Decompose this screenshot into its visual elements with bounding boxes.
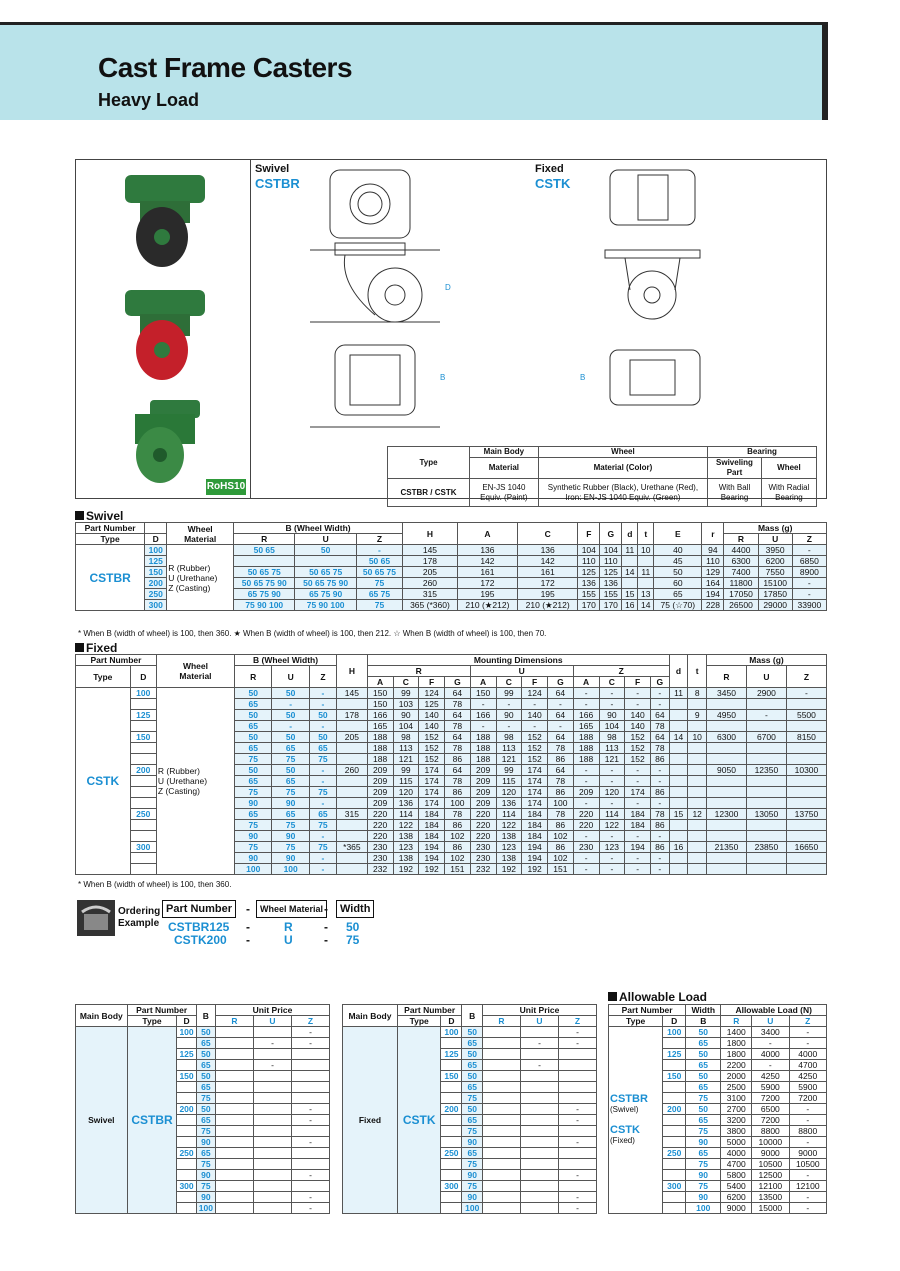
- table-row: Swivel CSTBR 100 50 -: [76, 1027, 330, 1038]
- table-row: CSTBR (Swivel) CSTK (Fixed) 100 50 1400 3400 -: [609, 1027, 827, 1038]
- table-row: 90 -: [76, 1170, 330, 1181]
- ordering-dash-1: -: [246, 902, 250, 916]
- swivel-drawing: [290, 165, 490, 445]
- ordering-r1-width: 50: [346, 920, 360, 934]
- table-row: 90 -: [76, 1192, 330, 1203]
- rohs-badge: RoHS10: [206, 479, 246, 495]
- table-row: 75 4700 10500 10500: [609, 1159, 827, 1170]
- page-subtitle: Heavy Load: [98, 90, 200, 110]
- table-row: 90 -: [343, 1170, 597, 1181]
- table-row: 200 50 -: [343, 1104, 597, 1115]
- table-row: 65: [76, 1082, 330, 1093]
- banner-edge: [822, 25, 828, 120]
- ordering-r1-dash2: -: [324, 920, 328, 934]
- table-row: 250 65: [343, 1148, 597, 1159]
- table-row: 75: [343, 1126, 597, 1137]
- table-row: 75: [76, 1159, 330, 1170]
- table-row: 65 65 65 188 113 152 78 188 113 152 78 188 113 152 78: [76, 743, 827, 754]
- table-row: 200 50 50 - 260 209 99 174 64 209 99 174 64 - - - - 9050 12350 10300: [76, 765, 827, 776]
- svg-text:B: B: [440, 373, 446, 382]
- ordering-r2-dash1: -: [246, 933, 250, 947]
- table-row: 300 75: [343, 1181, 597, 1192]
- table-row: 125 50: [343, 1049, 597, 1060]
- table-row: 250 65: [76, 1148, 330, 1159]
- table-row: 75 75 75 188 121 152 86 188 121 152 86 188 121 152 86: [76, 754, 827, 765]
- table-row: 65 - - 165 104 140 78 - - - - 165 104 140 78: [76, 721, 827, 732]
- table-row: 300 75 5400 12100 12100: [609, 1181, 827, 1192]
- swivel-heading: Swivel: [75, 509, 123, 523]
- table-row: 150 50: [343, 1071, 597, 1082]
- ordering-width-box: Width: [336, 900, 374, 918]
- table-row: 65 65 - 209 115 174 78 209 115 174 78 - - - -: [76, 776, 827, 787]
- table-row: 75 75 75 209 120 174 86 209 120 174 86 209 120 174 86: [76, 787, 827, 798]
- allowable-load-heading: Allowable Load: [608, 990, 707, 1004]
- fixed-price-table: Main Body Part Number B Unit Price Type D R U Z Fixed CSTK 100 50 - 65 - - 125 50 65 - 150 50 65 75 200 50 - 65 - 75 90 - 250 65 75 90 - 300 75 90 - 100 -: [342, 1004, 597, 1214]
- svg-text:D: D: [445, 283, 451, 292]
- table-row: 300 75: [76, 1181, 330, 1192]
- table-row: 300 75 90 100 75 90 100 75 365 (*360) 210 (★212) 210 (★212) 170 170 16 14 75 (☆70) 228 26500 29000 33900: [76, 600, 827, 611]
- table-row: 75 75 75 220 122 184 86 220 122 184 86 220 122 184 86: [76, 820, 827, 831]
- ordering-r1-dash1: -: [246, 920, 250, 934]
- table-row: 100 100 - 232 192 192 151 232 192 192 151 - - - -: [76, 864, 827, 875]
- table-row: 75: [76, 1126, 330, 1137]
- table-row: 250 65 65 65 315 220 114 184 78 220 114 184 78 220 114 184 78 15 12 12300 13050 13750: [76, 809, 827, 820]
- phone-icon: [77, 900, 115, 936]
- table-row: 65: [343, 1082, 597, 1093]
- table-row: 300 75 75 75 *365 230 123 194 86 230 123 194 86 230 123 194 86 16 21350 23850 16650: [76, 842, 827, 853]
- ordering-label: Ordering Example: [118, 906, 161, 929]
- table-row: 65 1800 - -: [609, 1038, 827, 1049]
- table-row: 90 -: [76, 1137, 330, 1148]
- table-row: 100 -: [76, 1203, 330, 1214]
- ordering-r1-material: R: [284, 920, 293, 934]
- table-row: 250 65 4000 9000 9000: [609, 1148, 827, 1159]
- table-row: Fixed CSTK 100 50 -: [343, 1027, 597, 1038]
- table-row: 65 - -: [343, 1038, 597, 1049]
- table-row: 150 50 65 75 50 65 75 50 65 75 205 161 161 125 125 14 11 50 129 7400 7550 8900: [76, 567, 827, 578]
- table-row: 90 90 - 209 136 174 100 209 136 174 100 - - - -: [76, 798, 827, 809]
- table-row: 125 50 50 50 178 166 90 140 64 166 90 140 64 166 90 140 64 9 4950 - 5500: [76, 710, 827, 721]
- swivel-code: CSTBR: [255, 176, 300, 191]
- table-row: 150 50 50 50 205 188 98 152 64 188 98 152 64 188 98 152 64 14 10 6300 6700 8150: [76, 732, 827, 743]
- table-row: 75 3100 7200 7200: [609, 1093, 827, 1104]
- ordering-r2-width: 75: [346, 933, 360, 947]
- fixed-table: Part Number Wheel Material B (Wheel Width) H Mounting Dimensions d t Mass (g) Type D R U Z R U Z R U Z A C F G A C F G A C F G CSTK 100 R (Rubber) U (Urethane) Z (Casting) 50 50 - 145 150 99 124 64 150 99 124 64 - - - - 11 8 3450 2900 - 65 - - 150 103 125 78 - - - - - - - - 125 50 50 50 178 166 90 140 64 166 90 140 64 166 90 140 64 9 4950 - 5500 65 - - 165 104 140 78 - - - - 165 104 140 78 150 50 50 50 205 188 98 152 64 188 98 152 64 188 98 152 64 14 10 6300 6700 8150 65 65 65 188 113 152 78 188 113 152 78 188 113 152 78 75 75 75 188 121 152 86 188 121 152 86 188 121 152 86 200 50 50 - 260 209 99 174 64 209 99 174 64 - - - - 9050 12350 10300 65 65 - 209 115 174 78 209 115 174 78 - - - - 75 75 75 209 120 174 86 209 120 174 86 209 120 174 86 90 90 - 209 136 174 100 209 136 174 100 - - - - 250 65 65 65 315 220 114 184 78 220 114 184 78 220 114 184 78 15 12 12300 13050 13750 75 75 75 220 122 184 86 220 122 184 86 220 122 184 86 90 90 - 220 138 184 102 220 138 184 102 - - - - 300 75 75 75 *365 230 123 194 86 230 123 194 86 230 123 194 86 16 21350 23850 16650 90 90 - 230 138 194 102 230 138 194 102 - - - - 100 100 - 232 192 192 151 232 192 192 151 - - - -: [75, 654, 827, 875]
- table-row: 100 9000 15000 -: [609, 1203, 827, 1214]
- table-row: 90 -: [343, 1137, 597, 1148]
- swivel-note: * When B (width of wheel) is 100, then 360. ★ When B (width of wheel) is 100, then 212. ☆ When B (width of wheel) is 100, then 70.: [78, 629, 547, 638]
- table-row: 75: [343, 1159, 597, 1170]
- ordering-r2-material: U: [284, 933, 293, 947]
- table-row: 90 5800 12500 -: [609, 1170, 827, 1181]
- ordering-dash-2: -: [324, 902, 328, 916]
- table-row: 200 50 2700 6500 -: [609, 1104, 827, 1115]
- table-row: 250 65 75 90 65 75 90 65 75 315 195 195 155 155 15 13 65 194 17050 17850 -: [76, 589, 827, 600]
- table-row: 75: [343, 1093, 597, 1104]
- table-row: 75: [76, 1093, 330, 1104]
- ordering-part-number-box: Part Number: [162, 900, 236, 918]
- swivel-label: Swivel: [255, 163, 290, 175]
- fixed-note: * When B (width of wheel) is 100, then 360.: [78, 880, 232, 889]
- table-row: CSTBR 100 R (Rubber) U (Urethane) Z (Casting) 50 65 50 - 145 136 136 104 104 11 10 40 94 4400 3950 -: [76, 545, 827, 556]
- table-row: 90 90 - 220 138 184 102 220 138 184 102 - - - -: [76, 831, 827, 842]
- allowable-load-table: Part Number Width Allowable Load (N) Type D B R U Z CSTBR (Swivel) CSTK (Fixed) 100 50 1400 3400 - 65 1800 - - 125 50 1800 4000 4000 65 2200 - 4700 150 50 2000 4250 4250 65 2500 5900 5900 75 3100 7200 7200 200 50 2700 6500 - 65 3200 7200 - 75 3800 8800 8800 90 5000 10000 - 250 65 4000 9000 9000 75 4700 10500 10500 90 5800 12500 - 300 75 5400 12100 12100 90 6200 13500 - 100 9000 15000 -: [608, 1004, 827, 1214]
- table-row: 125 50 1800 4000 4000: [609, 1049, 827, 1060]
- table-row: 65 3200 7200 -: [609, 1115, 827, 1126]
- fixed-label: Fixed: [535, 163, 564, 175]
- fixed-code: CSTK: [535, 176, 571, 191]
- table-row: 65 -: [76, 1115, 330, 1126]
- ordering-wheel-material-box: Wheel Material: [256, 900, 327, 918]
- ordering-r2-dash2: -: [324, 933, 328, 947]
- caster-photo-black: [120, 175, 210, 270]
- table-row: 200 50 65 75 90 50 65 75 90 75 260 172 172 136 136 60 164 11800 15100 -: [76, 578, 827, 589]
- swivel-table: Part Number Wheel Material B (Wheel Width) H A C F G d t E r Mass (g) Type D R U Z R U Z CSTBR 100 R (Rubber) U (Urethane) Z (Casting) 50 65 50 - 145 136 136 104 104 11 10 40 94 4400 3950 - 125 50 65 178 142 142 110 110 45 110 6300 6200 6850 150 50 65 75 50 65 75 50 65 75 205 161 161 125 125 14 11 50 129 7400 7550 8900 200 50 65 75 90 50 65 75 90 75 260 172 172 136 136 60 164 11800 15100 - 250 65 75 90 65 75 90 65 75 315 195 195 155 155 15 13 65 194 17050 17850 - 300 75 90 100 75 90 100 75 365 (*360) 210 (★212) 210 (★212) 170 170 16 14 75 (☆70) 228 26500 29000 33900: [75, 522, 827, 611]
- fixed-heading: Fixed: [75, 641, 117, 655]
- table-row: 65 2500 5900 5900: [609, 1082, 827, 1093]
- caster-photo-green: [120, 400, 210, 485]
- table-row: 65 - -: [76, 1038, 330, 1049]
- material-table: Type Main Body Wheel Bearing Material Material (Color) Swiveling Part Wheel CSTBR / CSTK EN-JS 1040 Equiv. (Paint) Synthetic Rubber (Black), Urethane (Red), Iron: EN-JS 1040 Equiv. (Green) With Ball Bearing With Radial Bearing: [387, 446, 817, 507]
- table-row: 125 50: [76, 1049, 330, 1060]
- table-row: 90 90 - 230 138 194 102 230 138 194 102 - - - -: [76, 853, 827, 864]
- table-row: 100 -: [343, 1203, 597, 1214]
- fixed-drawing: [580, 165, 730, 435]
- figure-divider: [250, 159, 251, 499]
- table-row: 65 -: [343, 1115, 597, 1126]
- table-row: 200 50 -: [76, 1104, 330, 1115]
- table-row: CSTK 100 R (Rubber) U (Urethane) Z (Casting) 50 50 - 145 150 99 124 64 150 99 124 64 - - - - 11 8 3450 2900 -: [76, 688, 827, 699]
- table-row: 65 2200 - 4700: [609, 1060, 827, 1071]
- table-row: 90 -: [343, 1192, 597, 1203]
- ordering-r2-part: CSTK200: [174, 933, 227, 947]
- caster-photo-red: [120, 290, 210, 385]
- table-row: 90 5000 10000 -: [609, 1137, 827, 1148]
- ordering-r1-part: CSTBR125: [168, 920, 230, 934]
- table-row: 75 3800 8800 8800: [609, 1126, 827, 1137]
- table-row: 150 50: [76, 1071, 330, 1082]
- page-title: Cast Frame Casters: [98, 52, 353, 83]
- table-row: 90 6200 13500 -: [609, 1192, 827, 1203]
- table-row: 65 -: [76, 1060, 330, 1071]
- table-row: 125 50 65 178 142 142 110 110 45 110 6300 6200 6850: [76, 556, 827, 567]
- table-row: 65 - - 150 103 125 78 - - - - - - - -: [76, 699, 827, 710]
- table-row: 150 50 2000 4250 4250: [609, 1071, 827, 1082]
- svg-text:B: B: [580, 373, 586, 382]
- swivel-price-table: Main Body Part Number B Unit Price Type D R U Z Swivel CSTBR 100 50 - 65 - - 125 50 65 - 150 50 65 75 200 50 - 65 - 75 90 - 250 65 75 90 - 300 75 90 - 100 -: [75, 1004, 330, 1214]
- table-row: 65 -: [343, 1060, 597, 1071]
